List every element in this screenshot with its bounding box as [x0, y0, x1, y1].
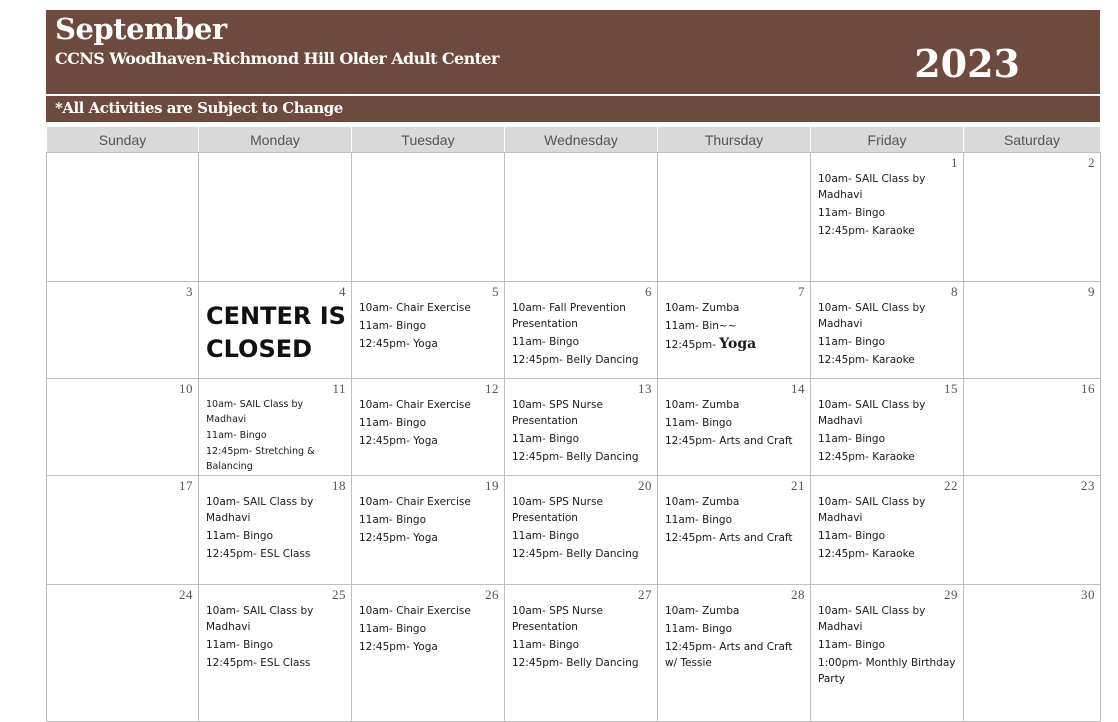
day-cell: [811, 379, 964, 476]
day-cell-content: [199, 282, 351, 378]
day-cell: [199, 379, 352, 476]
activity-item: 10am- SPS Nurse Presentation: [512, 496, 603, 524]
day-cell: [47, 153, 199, 282]
day-cell-content: [505, 379, 657, 475]
day-number: 7: [798, 284, 805, 299]
day-cell: [964, 585, 1101, 722]
activity-item: 10am- SAIL Class by Madhavi: [206, 605, 314, 633]
day-cell-content: [199, 153, 351, 281]
day-cell: [658, 282, 811, 379]
day-number: 10: [179, 381, 193, 396]
day-cell: [352, 585, 505, 722]
day-cell-content: [47, 476, 198, 584]
day-cell-content: [352, 585, 504, 721]
weekday-header: Thursday: [658, 127, 811, 153]
activity-item: 12:45pm- Karaoke: [818, 451, 915, 463]
day-cell: [199, 585, 352, 722]
activity-item: 12:45pm- Yoga: [359, 641, 438, 653]
day-cell-content: [47, 282, 198, 378]
activity-item: 12:45pm- Belly Dancing: [512, 354, 639, 366]
month-title: September: [55, 12, 227, 46]
day-cell: [47, 585, 199, 722]
week-row: [47, 476, 1101, 585]
activity-item: 10am- Zumba: [665, 302, 740, 314]
day-cell-content: [352, 282, 504, 378]
day-cell: [505, 379, 658, 476]
activity-item: 11am- Bingo: [359, 417, 427, 429]
activity-item: 11am- Bingo: [512, 530, 580, 542]
day-number: 23: [1081, 478, 1095, 493]
day-cell-content: [352, 153, 504, 281]
activity-item: 12:45pm- Belly Dancing: [512, 548, 639, 560]
notice-text: *All Activities are Subject to Change: [55, 99, 343, 117]
activity-item: 10am- SAIL Class by Madhavi: [818, 302, 926, 330]
activity-item: 12:45pm- Arts and Craft: [665, 532, 793, 544]
center-closed-notice: CENTER IS CLOSED: [206, 302, 346, 363]
day-number: 24: [179, 587, 193, 602]
day-number: 5: [492, 284, 499, 299]
weekday-header: Tuesday: [352, 127, 505, 153]
activity-item: 12:45pm- Yoga: [359, 532, 438, 544]
day-cell: [964, 379, 1101, 476]
day-number: 20: [638, 478, 652, 493]
activity-item: 1:00pm- Monthly Birthday Party: [818, 657, 956, 685]
activity-item: 11am- Bingo: [512, 639, 580, 651]
day-cell-content: [47, 379, 198, 475]
week-row: [47, 282, 1101, 379]
day-cell-content: [811, 476, 963, 584]
day-number: 9: [1088, 284, 1095, 299]
activity-item: 10am- Chair Exercise: [359, 399, 471, 411]
day-cell: [658, 585, 811, 722]
day-cell-content: [964, 585, 1100, 721]
day-cell-content: [658, 282, 810, 378]
activity-item: 11am- Bingo: [818, 433, 886, 445]
day-cell: [811, 476, 964, 585]
activity-item: 11am- Bingo: [818, 530, 886, 542]
day-cell: [964, 153, 1101, 282]
day-cell: [505, 585, 658, 722]
day-cell-content: [964, 476, 1100, 584]
activity-item: 11am- Bingo: [206, 430, 267, 441]
calendar-grid: [46, 126, 1101, 722]
day-cell-content: [352, 379, 504, 475]
activity-item: 11am- Bingo: [818, 639, 886, 651]
activity-item: 12:45pm- Yoga: [359, 338, 438, 350]
weekday-header: Monday: [199, 127, 352, 153]
day-cell: [47, 476, 199, 585]
day-cell-content: [964, 153, 1100, 281]
activity-item: 11am- Bingo: [512, 336, 580, 348]
day-cell: [352, 282, 505, 379]
activity-item: 10am- Zumba: [665, 496, 740, 508]
day-number: 12: [485, 381, 499, 396]
activity-item: 12:45pm- Yoga: [359, 435, 438, 447]
weekday-header: Sunday: [47, 127, 199, 153]
day-cell-content: [505, 282, 657, 378]
activity-item: 10am- Fall Prevention Presentation: [512, 302, 626, 330]
activity-item: 12:45pm- Karaoke: [818, 354, 915, 366]
activity-item: 11am- Bin~~: [665, 320, 737, 332]
day-number: 28: [791, 587, 805, 602]
day-cell: [658, 476, 811, 585]
activity-item: 10am- Chair Exercise: [359, 605, 471, 617]
activity-item: 12:45pm- ESL Class: [206, 548, 311, 560]
notice-bar: [46, 96, 1100, 122]
day-cell-content: [47, 153, 198, 281]
activity-item: 11am- Bingo: [818, 207, 886, 219]
day-cell-content: [811, 379, 963, 475]
activity-time: 12:45pm-: [665, 339, 720, 351]
day-cell-content: [964, 379, 1100, 475]
activity-item: 10am- SAIL Class by Madhavi: [206, 399, 304, 425]
day-cell: [47, 379, 199, 476]
day-cell-content: [199, 379, 351, 475]
day-cell-content: [658, 585, 810, 721]
day-number: 1: [951, 155, 958, 170]
day-cell: [964, 282, 1101, 379]
day-number: 25: [332, 587, 346, 602]
day-number: 26: [485, 587, 499, 602]
day-cell: [658, 379, 811, 476]
month-banner: [46, 10, 1100, 94]
day-number: 30: [1081, 587, 1095, 602]
day-cell-content: [658, 476, 810, 584]
activity-item: 11am- Bingo: [512, 433, 580, 445]
day-cell: [505, 476, 658, 585]
activity-item: 10am- Zumba: [665, 399, 740, 411]
day-cell-content: [505, 476, 657, 584]
day-number: 3: [186, 284, 193, 299]
day-cell-content: [811, 153, 963, 281]
day-number: 15: [944, 381, 958, 396]
day-cell: [658, 153, 811, 282]
day-number: 29: [944, 587, 958, 602]
day-number: 14: [791, 381, 805, 396]
day-number: 11: [332, 381, 346, 396]
activity-item: 12:45pm- Belly Dancing: [512, 451, 639, 463]
activity-item: 10am- SAIL Class by Madhavi: [818, 173, 926, 201]
day-cell-content: [199, 585, 351, 721]
activity-item: 11am- Bingo: [665, 514, 733, 526]
day-cell: [352, 476, 505, 585]
day-cell: [199, 476, 352, 585]
day-cell: [47, 282, 199, 379]
activity-item: 11am- Bingo: [359, 514, 427, 526]
activity-item: 10am- SAIL Class by Madhavi: [818, 605, 926, 633]
day-cell-content: [658, 153, 810, 281]
day-cell-content: [47, 585, 198, 721]
week-row: [47, 585, 1101, 722]
activity-item: 12:45pm- Arts and Craft w/ Tessie: [665, 641, 793, 669]
day-number: 22: [944, 478, 958, 493]
activity-item: 10am- SPS Nurse Presentation: [512, 399, 603, 427]
activity-item: 11am- Bingo: [359, 623, 427, 635]
day-cell: [811, 282, 964, 379]
day-cell: [811, 153, 964, 282]
activity-item: 12:45pm- Stretching & Balancing: [206, 446, 315, 472]
activity-item: 10am- SAIL Class by Madhavi: [818, 496, 926, 524]
day-number: 19: [485, 478, 499, 493]
activity-item: 12:45pm- Karaoke: [818, 225, 915, 237]
activity-item: 10am- SAIL Class by Madhavi: [818, 399, 926, 427]
week-row: [47, 153, 1101, 282]
week-row: [47, 379, 1101, 476]
day-cell: [505, 282, 658, 379]
day-number: 6: [645, 284, 652, 299]
activity-item: 11am- Bingo: [359, 320, 427, 332]
day-cell: [199, 282, 352, 379]
day-cell: [505, 153, 658, 282]
day-number: 17: [179, 478, 193, 493]
weekday-header: Saturday: [964, 127, 1101, 153]
activity-item: 12:45pm- Arts and Craft: [665, 435, 793, 447]
day-cell: [964, 476, 1101, 585]
day-number: 16: [1081, 381, 1095, 396]
day-cell-content: [505, 153, 657, 281]
day-number: 2: [1088, 155, 1095, 170]
activity-item: 11am- Bingo: [665, 417, 733, 429]
day-cell: [352, 379, 505, 476]
activity-item: 11am- Bingo: [665, 623, 733, 635]
weekday-header-row: [47, 127, 1101, 153]
activity-item: 10am- SPS Nurse Presentation: [512, 605, 603, 633]
day-number: 13: [638, 381, 652, 396]
day-cell-content: [352, 476, 504, 584]
day-cell-content: [964, 282, 1100, 378]
activity-item: 11am- Bingo: [818, 336, 886, 348]
center-name: CCNS Woodhaven-Richmond Hill Older Adult Center: [55, 49, 499, 68]
day-number: 4: [339, 284, 346, 299]
day-cell: [352, 153, 505, 282]
day-number: 21: [791, 478, 805, 493]
day-cell-content: [811, 585, 963, 721]
activity-item: 10am- Zumba: [665, 605, 740, 617]
day-cell-content: [505, 585, 657, 721]
day-number: 8: [951, 284, 958, 299]
activity-name: Yoga: [719, 336, 757, 352]
activity-item: 10am- Chair Exercise: [359, 496, 471, 508]
activity-item: 12:45pm- Belly Dancing: [512, 657, 639, 669]
day-number: 27: [638, 587, 652, 602]
activity-item: 10am- SAIL Class by Madhavi: [206, 496, 314, 524]
activity-item: 11am- Bingo: [206, 530, 274, 542]
day-cell-content: [658, 379, 810, 475]
activity-item: 10am- Chair Exercise: [359, 302, 471, 314]
activity-item: [665, 336, 805, 353]
weekday-header: Wednesday: [505, 127, 658, 153]
activity-item: 11am- Bingo: [206, 639, 274, 651]
activity-item: 12:45pm- Karaoke: [818, 548, 915, 560]
day-cell: [811, 585, 964, 722]
year-label: 2023: [914, 41, 1020, 86]
weekday-header: Friday: [811, 127, 964, 153]
day-cell-content: [811, 282, 963, 378]
day-number: 18: [332, 478, 346, 493]
day-cell: [199, 153, 352, 282]
activity-item: 12:45pm- ESL Class: [206, 657, 311, 669]
day-cell-content: [199, 476, 351, 584]
